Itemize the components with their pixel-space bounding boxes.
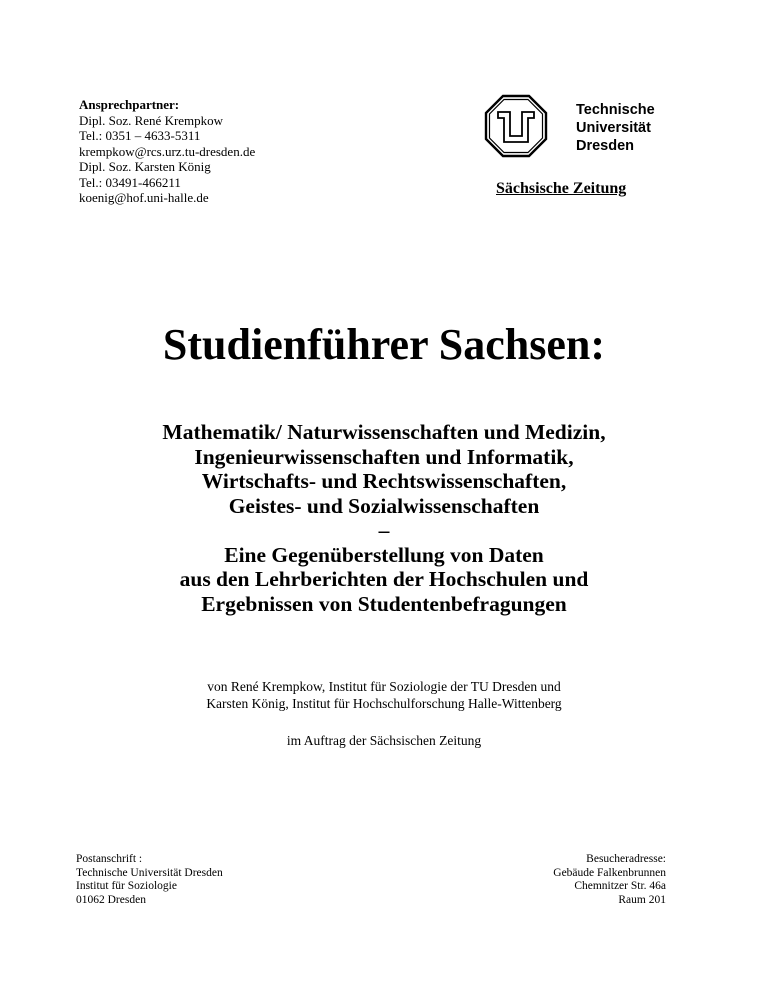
authors-line: Karsten König, Institut für Hochschulforschung Halle-Wittenberg <box>206 695 562 711</box>
page-title: Studienführer Sachsen: <box>162 320 606 369</box>
subtitle-line: aus den Lehrberichten der Hochschulen und <box>179 567 589 591</box>
contact-line: Dipl. Soz. Karsten König <box>79 159 211 174</box>
newspaper-name: Sächsische Zeitung <box>496 180 627 197</box>
postal-address-line: 01062 Dresden <box>76 893 146 906</box>
visitor-address-line: Raum 201 <box>618 893 666 906</box>
authors-block <box>0 679 768 712</box>
visitor-address-line: Gebäude Falkenbrunnen <box>553 866 666 879</box>
commission-note: im Auftrag der Sächsischen Zeitung <box>286 733 482 748</box>
contact-line: Dipl. Soz. René Krempkow <box>79 112 224 128</box>
university-name-line: Universität <box>576 120 651 136</box>
postal-address-line: Postanschrift : <box>76 853 143 865</box>
visitor-address-line: Chemnitzer Str. 46a <box>574 880 666 892</box>
subtitle-line: Geistes- und Sozialwissenschaften <box>228 493 540 518</box>
subtitle-line: Wirtschafts- und Rechtswissenschaften, <box>201 469 567 493</box>
postal-address <box>76 853 223 907</box>
subtitle-block <box>0 420 768 616</box>
authors-line: von René Krempkow, Institut für Soziologie der TU Dresden und <box>207 679 561 694</box>
subtitle-line: Eine Gegenüberstellung von Daten <box>224 542 544 567</box>
university-name-line: Dresden <box>576 138 635 154</box>
contact-line: krempkow@rcs.urz.tu-dresden.de <box>79 143 256 159</box>
tu-dresden-logo <box>484 94 548 158</box>
subtitle-line: Ergebnissen von Studentenbefragungen <box>201 591 567 616</box>
visitor-address <box>553 853 666 907</box>
university-name-line: Technische <box>576 102 655 118</box>
contact-block <box>79 97 255 206</box>
subtitle-line: Ingenieurwissenschaften und Informatik, <box>194 444 574 469</box>
contact-line: koenig@hof.uni-halle.de <box>79 190 209 205</box>
contact-line: Tel.: 03491-466211 <box>79 174 181 190</box>
subtitle-dash: – <box>378 518 390 542</box>
postal-address-line: Technische Universität Dresden <box>76 866 223 879</box>
subtitle-line: Mathematik/ Naturwissenschaften und Medizin, <box>162 420 606 444</box>
contact-heading: Ansprechpartner: <box>79 97 180 112</box>
postal-address-line: Institut für Soziologie <box>76 880 177 892</box>
visitor-address-line: Besucheradresse: <box>586 853 666 865</box>
contact-line: Tel.: 0351 – 4633-5311 <box>79 128 201 143</box>
university-name <box>576 101 655 155</box>
